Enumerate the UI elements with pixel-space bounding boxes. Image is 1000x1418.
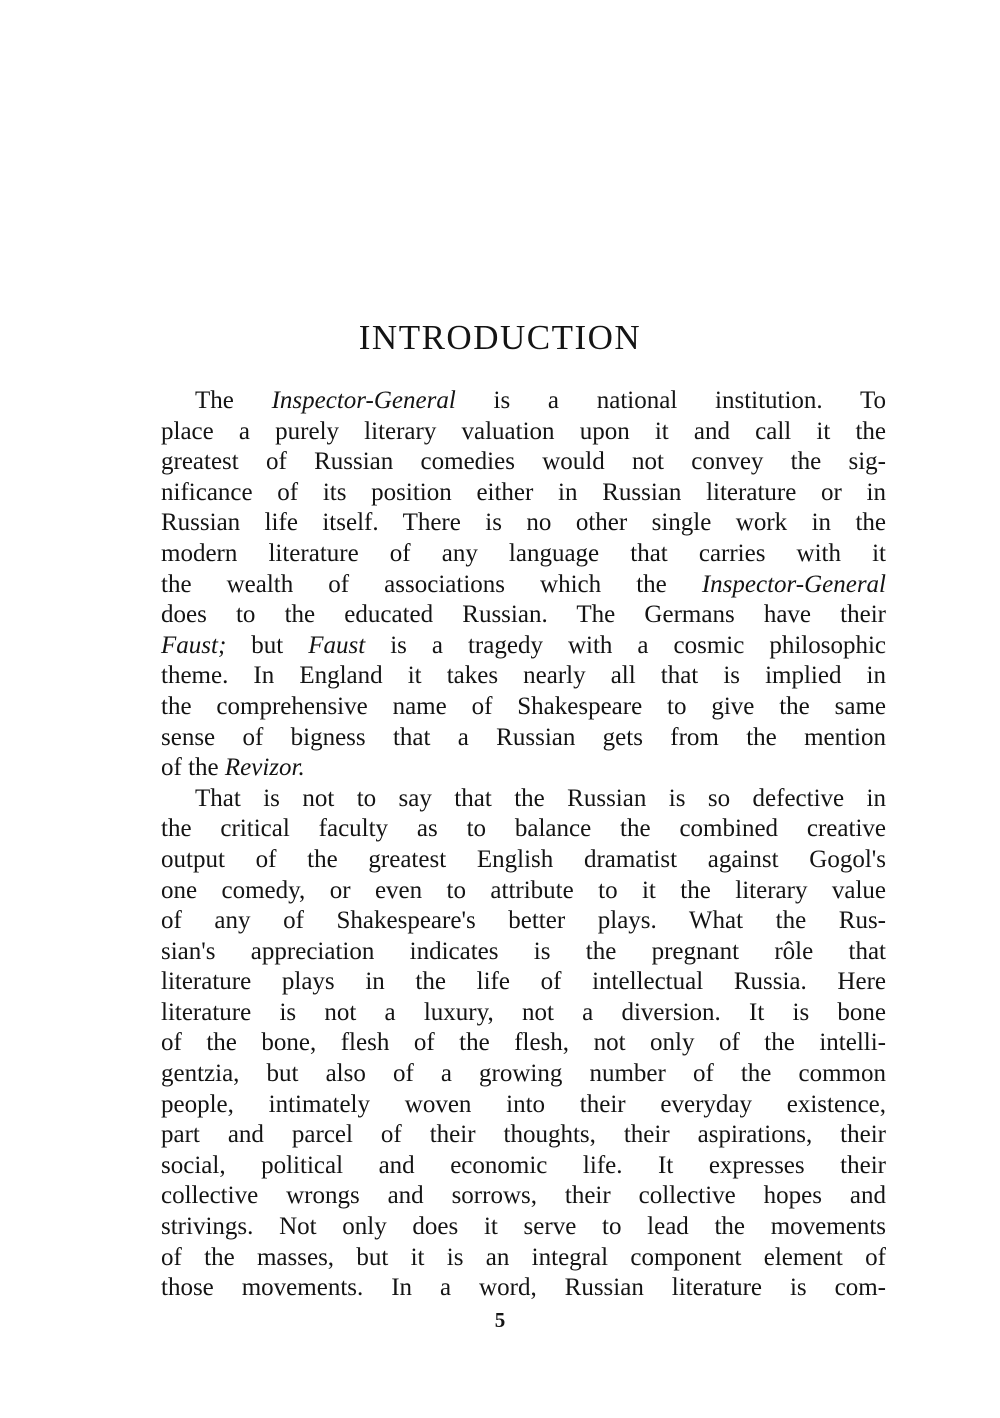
- text-run: The: [195, 387, 272, 414]
- text-run: output of the greatest English dramatist against Gogol's: [161, 845, 886, 873]
- text-run: That is not to say that the Russian is so defective in: [195, 784, 886, 812]
- italic-title-text: Inspector-General: [701, 570, 886, 598]
- text-line: [161, 539, 886, 570]
- text-run: nificance of its position either in Russian literature or in: [161, 478, 886, 506]
- text-run: social, political and economic life. It expresses their: [161, 1151, 886, 1179]
- text-line: [161, 1120, 886, 1151]
- text-run: of the bone, flesh of the flesh, not only of the intelli-: [161, 1029, 886, 1057]
- text-line: [161, 876, 886, 907]
- text-line: [161, 692, 886, 723]
- text-run: sense of bigness that a Russian gets from the mention: [161, 723, 886, 751]
- text-line: [161, 1028, 886, 1059]
- text-line: [161, 845, 886, 876]
- page-number: 5: [494, 1308, 506, 1332]
- text-line: [161, 1090, 886, 1121]
- text-line: [161, 1273, 886, 1304]
- text-run: of any of Shakespeare's better plays. What the Rus-: [161, 907, 886, 935]
- text-line: [161, 967, 886, 998]
- text-line: [161, 998, 886, 1029]
- italic-title-text: Faust: [308, 631, 366, 659]
- text-line: [161, 661, 886, 692]
- text-run: those movements. In a word, Russian literature is com-: [161, 1274, 886, 1302]
- text-run: strivings. Not only does it serve to lead the movements: [161, 1213, 886, 1241]
- text-run: of the: [161, 754, 225, 782]
- italic-title-text: Inspector-General: [271, 387, 456, 414]
- text-run: is a national institution. To: [455, 387, 886, 414]
- text-run: the critical faculty as to balance the combined creative: [161, 815, 886, 843]
- text-line: [161, 1059, 886, 1090]
- text-run: people, intimately woven into their everyday existence,: [161, 1090, 886, 1118]
- text-run: gentzia, but also of a growing number of the common: [161, 1060, 886, 1088]
- text-run: one comedy, or even to attribute to it the literary value: [161, 876, 886, 904]
- text-line: [161, 600, 886, 631]
- text-line: [161, 417, 886, 448]
- body-text: [161, 386, 886, 1304]
- text-run: place a purely literary valuation upon it and call it the: [161, 417, 886, 445]
- italic-title-text: Revizor.: [224, 754, 305, 782]
- text-line: [161, 447, 886, 478]
- text-run: part and parcel of their thoughts, their aspirations, their: [161, 1121, 886, 1149]
- text-line: [161, 753, 886, 784]
- text-line: [161, 723, 886, 754]
- text-line: [161, 508, 886, 539]
- text-run: literature is not a luxury, not a diversion. It is bone: [161, 998, 886, 1026]
- text-run: but: [226, 631, 309, 659]
- text-run: the comprehensive name of Shakespeare to give the same: [161, 692, 886, 720]
- text-run: of the masses, but it is an integral component element of: [161, 1243, 886, 1271]
- text-run: is a tragedy with a cosmic philosophic: [365, 631, 886, 659]
- text-run: Russian life itself. There is no other single work in the: [161, 509, 886, 537]
- text-run: sian's appreciation indicates is the pregnant rôle that: [161, 937, 886, 965]
- text-line: [161, 570, 886, 601]
- text-line: [161, 386, 886, 417]
- text-line: [161, 631, 886, 662]
- text-line: [161, 1181, 886, 1212]
- text-run: literature plays in the life of intellectual Russia. Here: [161, 968, 886, 996]
- text-run: the wealth of associations which the: [161, 570, 702, 598]
- italic-title-text: Faust;: [161, 631, 227, 659]
- chapter-heading: INTRODUCTION: [358, 318, 642, 357]
- text-run: greatest of Russian comedies would not convey the sig-: [161, 448, 886, 476]
- text-line: [161, 906, 886, 937]
- text-line: [161, 784, 886, 815]
- text-run: does to the educated Russian. The Germans have their: [161, 601, 886, 629]
- text-run: collective wrongs and sorrows, their collective hopes and: [161, 1182, 886, 1210]
- text-run: modern literature of any language that carries with it: [161, 539, 886, 567]
- text-line: [161, 478, 886, 509]
- text-line: [161, 1243, 886, 1274]
- text-line: [161, 1212, 886, 1243]
- text-run: theme. In England it takes nearly all that is implied in: [161, 662, 886, 690]
- text-line: [161, 937, 886, 968]
- text-line: [161, 814, 886, 845]
- text-line: [161, 1151, 886, 1182]
